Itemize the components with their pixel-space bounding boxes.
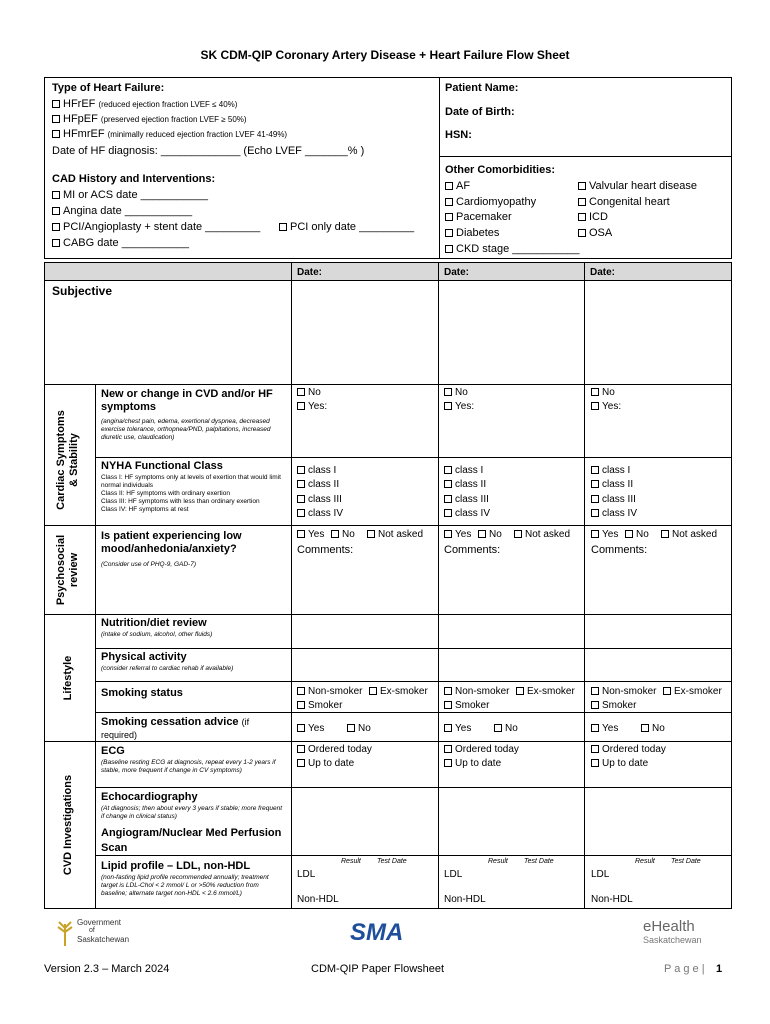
mood-comments-label: Comments: [444, 544, 501, 556]
section-cardiac: Cardiac Symptoms & Stability [55, 410, 80, 510]
mood-comments-label: Comments: [591, 544, 648, 556]
option-class-4-col2[interactable] [444, 508, 490, 519]
lipid-ldl-label: LDL [591, 869, 610, 880]
option-class-1-label: class I [308, 465, 337, 476]
cessation-no-label: No [358, 723, 371, 734]
checkbox-icon[interactable] [591, 466, 599, 474]
ecg-ordered-label: Ordered today [308, 744, 372, 755]
checkbox-icon[interactable] [347, 724, 355, 732]
checkbox-icon[interactable] [52, 191, 60, 199]
option-class-2-label: class II [455, 479, 487, 490]
ecg-up-to-date-label: Up to date [455, 758, 502, 769]
wheat-icon [55, 918, 75, 948]
row-nyha-note: Class I: HF symptoms only at levels of exertion that would limit normal individuals Class II: HF symptoms with ordinary exertion Class III: HF symptoms with less than ordinary exertion Class IV: HF symptoms at rest [101, 474, 281, 513]
checkbox-icon[interactable] [52, 130, 60, 138]
option-class-3-col3[interactable] [591, 494, 636, 505]
option-class-1-col2[interactable] [444, 465, 483, 476]
smoking-smoker-col3[interactable] [591, 700, 636, 711]
hsn[interactable]: HSN: [445, 129, 472, 141]
row-cessation: Smoking cessation advice (if required) [101, 716, 250, 740]
mood-yes-label: Yes [308, 529, 325, 540]
checkbox-icon[interactable] [297, 759, 305, 767]
comorb-congenital[interactable]: Congenital heart [578, 196, 670, 209]
smoking-ex-smoker-label: Ex-smoker [674, 686, 722, 697]
angina-option[interactable]: Angina date ___________ [52, 205, 192, 218]
checkbox-icon[interactable] [297, 724, 305, 732]
checkbox-icon[interactable] [578, 198, 586, 206]
checkbox-icon[interactable] [591, 480, 599, 488]
lipid-test-date-label-col3 [671, 858, 701, 865]
option-yes-label: Yes: [455, 401, 475, 412]
row-mood-note: (Consider use of PHQ-9, GAD-7) [101, 561, 197, 568]
option-class-3-col2[interactable] [444, 494, 489, 505]
mood-not-asked-label: Not asked [378, 529, 424, 540]
lipid-test-date-label-col2 [524, 858, 554, 865]
checkbox-icon[interactable] [297, 509, 305, 517]
option-class-3-col1[interactable] [297, 494, 342, 505]
option-class-4-label: class IV [602, 508, 638, 519]
checkbox-icon[interactable] [591, 509, 599, 517]
mood-comments-col2 [444, 544, 500, 556]
smoking-ex-smoker-col2[interactable] [516, 686, 575, 697]
cessation-yes-label: Yes [602, 723, 619, 734]
mood-comments-col3 [591, 544, 647, 556]
checkbox-icon[interactable] [297, 687, 305, 695]
mi-option[interactable]: MI or ACS date ___________ [52, 189, 208, 202]
mood-comments-col1 [297, 544, 353, 556]
lipid-ldl-col3 [591, 869, 609, 880]
lipid-ldl-col2 [444, 869, 462, 880]
checkbox-icon[interactable] [445, 182, 453, 190]
ecg-up-to-date-label: Up to date [308, 758, 355, 769]
checkbox-icon[interactable] [591, 402, 599, 410]
checkbox-icon[interactable] [297, 388, 305, 396]
mood-yes-col1[interactable] [297, 529, 324, 540]
lipid-result-label-col3 [635, 858, 655, 865]
checkbox-icon[interactable] [578, 182, 586, 190]
date-header-2[interactable]: Date: [444, 267, 470, 278]
comorb-icd[interactable]: ICD [578, 211, 608, 224]
ecg-ordered-col3[interactable] [591, 744, 666, 755]
smoking-smoker-label: Smoker [602, 700, 637, 711]
checkbox-icon[interactable] [494, 724, 502, 732]
option-no-label: No [455, 387, 468, 398]
smoking-ex-smoker-label: Ex-smoker [380, 686, 428, 697]
option-no-col1[interactable] [297, 387, 321, 398]
checkbox-icon[interactable] [591, 745, 599, 753]
mood-not-asked-col3[interactable] [661, 529, 717, 540]
lipid-result-label-col2 [488, 858, 508, 865]
hf-heading: Type of Heart Failure: [52, 82, 165, 94]
checkbox-icon[interactable] [444, 480, 452, 488]
cessation-yes-label: Yes [308, 723, 325, 734]
checkbox-icon[interactable] [367, 530, 375, 538]
checkbox-icon[interactable] [625, 530, 633, 538]
mood-not-asked-col2[interactable] [514, 529, 570, 540]
smoking-smoker-col1[interactable] [297, 700, 342, 711]
comorb-ckd[interactable]: CKD stage ___________ [445, 243, 580, 256]
smoking-smoker-label: Smoker [308, 700, 343, 711]
checkbox-icon[interactable] [444, 701, 452, 709]
mood-no-col1[interactable] [331, 529, 355, 540]
checkbox-icon[interactable] [444, 687, 452, 695]
mood-no-label: No [636, 529, 649, 540]
lipid-result-label-col1 [341, 858, 361, 865]
smoking-smoker-label: Smoker [455, 700, 490, 711]
option-class-2-col2[interactable] [444, 479, 486, 490]
mood-yes-col3[interactable] [591, 529, 618, 540]
hf-diagnosis-date[interactable]: Date of HF diagnosis: _____________ (Echo LVEF _______% ) [52, 145, 365, 157]
option-class-1-label: class I [455, 465, 484, 476]
ecg-up-to-date-col1[interactable] [297, 758, 354, 769]
checkbox-icon[interactable] [444, 388, 452, 396]
checkbox-icon[interactable] [591, 759, 599, 767]
row-nutrition: Nutrition/diet review [101, 617, 207, 629]
comorbidities-heading: Other Comorbidities: [445, 164, 556, 176]
footer-page-label: P a g e | [664, 963, 705, 975]
option-class-1-label: class I [602, 465, 631, 476]
checkbox-icon[interactable] [444, 530, 452, 538]
checkbox-icon[interactable] [444, 759, 452, 767]
comorb-osa[interactable]: OSA [578, 227, 612, 240]
lipid-result-label-label: Result [488, 858, 508, 865]
checkbox-icon[interactable] [369, 687, 377, 695]
cessation-no-label: No [505, 723, 518, 734]
mood-no-label: No [342, 529, 355, 540]
row-ecg-note: (Baseline resting ECG at diagnosis, repeat every 1-2 years if stable, more frequent if change in CV symptoms) [101, 759, 276, 774]
sma-logo: SMA [350, 919, 404, 946]
comorb-af[interactable]: AF [445, 180, 470, 193]
mood-no-col3[interactable] [625, 529, 649, 540]
checkbox-icon[interactable] [297, 530, 305, 538]
mood-no-label: No [489, 529, 502, 540]
option-no-col3[interactable] [591, 387, 615, 398]
checkbox-icon[interactable] [297, 495, 305, 503]
comorb-diabetes[interactable]: Diabetes [445, 227, 499, 240]
checkbox-icon[interactable] [591, 687, 599, 695]
mood-yes-col2[interactable] [444, 529, 471, 540]
option-no-col2[interactable] [444, 387, 468, 398]
checkbox-icon[interactable] [52, 115, 60, 123]
row-nutrition-note: (intake of sodium, alcohol, other fluids) [101, 631, 213, 638]
option-class-4-label: class IV [308, 508, 344, 519]
mood-comments-label: Comments: [297, 544, 354, 556]
option-no-label: No [308, 387, 321, 398]
date-header-3[interactable]: Date: [590, 267, 616, 278]
subjective-label: Subjective [52, 284, 113, 298]
ecg-up-to-date-col2[interactable] [444, 758, 501, 769]
option-class-2-label: class II [308, 479, 340, 490]
checkbox-icon[interactable] [52, 100, 60, 108]
checkbox-icon[interactable] [297, 402, 305, 410]
hfmref-option[interactable]: HFmrEF (minimally reduced ejection fraction LVEF 41-49%) [52, 128, 287, 141]
cessation-no-col1[interactable] [347, 723, 371, 734]
option-class-2-label: class II [602, 479, 634, 490]
row-smoking: Smoking status [101, 687, 183, 699]
row-activity: Physical activity [101, 651, 187, 663]
smoking-non-smoker-col1[interactable] [297, 686, 362, 697]
checkbox-icon[interactable] [445, 245, 453, 253]
smoking-non-smoker-label: Non-smoker [308, 686, 363, 697]
lipid-test-date-label-label: Test Date [377, 858, 407, 865]
checkbox-icon[interactable] [52, 239, 60, 247]
row-mood: Is patient experiencing low mood/anhedonia/anxiety? [101, 530, 242, 555]
pci-stent-option[interactable]: PCI/Angioplasty + stent date _________ [52, 221, 260, 234]
checkbox-icon[interactable] [641, 724, 649, 732]
checkbox-icon[interactable] [578, 229, 586, 237]
checkbox-icon[interactable] [445, 213, 453, 221]
patient-name[interactable]: Patient Name: [445, 82, 519, 94]
option-class-3-label: class III [308, 494, 342, 505]
lipid-non-hdl-col3 [591, 894, 633, 905]
checkbox-icon[interactable] [514, 530, 522, 538]
date-of-birth[interactable]: Date of Birth: [445, 106, 515, 118]
smoking-non-smoker-col2[interactable] [444, 686, 509, 697]
lipid-ldl-label: LDL [297, 869, 316, 880]
option-yes-label: Yes: [602, 401, 622, 412]
row-echo: Echocardiography [101, 791, 198, 803]
date-header-1[interactable]: Date: [297, 267, 323, 278]
ecg-up-to-date-col3[interactable] [591, 758, 648, 769]
checkbox-icon[interactable] [445, 229, 453, 237]
checkbox-icon[interactable] [591, 724, 599, 732]
cessation-yes-col3[interactable] [591, 723, 618, 734]
checkbox-icon[interactable] [444, 495, 452, 503]
checkbox-icon[interactable] [591, 701, 599, 709]
mood-not-asked-col1[interactable] [367, 529, 423, 540]
checkbox-icon[interactable] [52, 207, 60, 215]
checkbox-icon[interactable] [578, 213, 586, 221]
option-yes-col1[interactable] [297, 401, 327, 412]
cad-heading: CAD History and Interventions: [52, 173, 216, 185]
checkbox-icon[interactable] [297, 480, 305, 488]
checkbox-icon[interactable] [297, 745, 305, 753]
section-psychosocial: Psychosocial review [55, 534, 80, 606]
option-class-2-col3[interactable] [591, 479, 633, 490]
mood-no-col2[interactable] [478, 529, 502, 540]
cessation-no-col2[interactable] [494, 723, 518, 734]
lipid-ldl-label: LDL [444, 869, 463, 880]
option-class-4-label: class IV [455, 508, 491, 519]
row-ecg: ECG [101, 745, 125, 757]
mood-not-asked-label: Not asked [672, 529, 718, 540]
comorb-pacemaker[interactable]: Pacemaker [445, 211, 512, 224]
ecg-ordered-label: Ordered today [455, 744, 519, 755]
cabg-option[interactable]: CABG date ___________ [52, 237, 189, 250]
row-cvd-symptoms: New or change in CVD and/or HF symptoms [101, 388, 273, 413]
cessation-yes-label: Yes [455, 723, 472, 734]
row-lipid: Lipid profile – LDL, non-HDL [101, 860, 251, 872]
smoking-ex-smoker-label: Ex-smoker [527, 686, 575, 697]
lipid-test-date-label-label: Test Date [524, 858, 554, 865]
comorb-cardiomyopathy[interactable]: Cardiomyopathy [445, 196, 536, 209]
checkbox-icon[interactable] [591, 388, 599, 396]
checkbox-icon[interactable] [297, 701, 305, 709]
cessation-yes-col1[interactable] [297, 723, 324, 734]
section-lifestyle: Lifestyle [62, 655, 74, 701]
checkbox-icon[interactable] [331, 530, 339, 538]
option-class-4-col1[interactable] [297, 508, 343, 519]
checkbox-icon[interactable] [444, 724, 452, 732]
mood-yes-label: Yes [602, 529, 619, 540]
page-title: SK CDM-QIP Coronary Artery Disease + Heart Failure Flow Sheet [200, 48, 570, 62]
checkbox-icon[interactable] [478, 530, 486, 538]
section-cvd: CVD Investigations [62, 774, 74, 876]
ecg-ordered-col1[interactable] [297, 744, 372, 755]
checkbox-icon[interactable] [663, 687, 671, 695]
row-angio: Angiogram/Nuclear Med Perfusion Scan [101, 827, 282, 854]
lipid-result-label-label: Result [635, 858, 655, 865]
smoking-ex-smoker-col1[interactable] [369, 686, 428, 697]
option-yes-col2[interactable] [444, 401, 474, 412]
smoking-ex-smoker-col3[interactable] [663, 686, 722, 697]
option-yes-col3[interactable] [591, 401, 621, 412]
lipid-non-hdl-label: Non-HDL [444, 894, 486, 905]
lipid-ldl-col1 [297, 869, 315, 880]
lipid-test-date-label-label: Test Date [671, 858, 701, 865]
checkbox-icon[interactable] [661, 530, 669, 538]
checkbox-icon[interactable] [444, 745, 452, 753]
lipid-non-hdl-col1 [297, 894, 339, 905]
footer-version: Version 2.3 – March 2024 [44, 963, 170, 975]
option-no-label: No [602, 387, 615, 398]
option-class-3-label: class III [455, 494, 489, 505]
lipid-non-hdl-label: Non-HDL [591, 894, 633, 905]
checkbox-icon[interactable] [444, 402, 452, 410]
checkbox-icon[interactable] [297, 466, 305, 474]
smoking-smoker-col2[interactable] [444, 700, 489, 711]
lipid-result-label-label: Result [341, 858, 361, 865]
mood-yes-label: Yes [455, 529, 472, 540]
mood-not-asked-label: Not asked [525, 529, 571, 540]
cessation-no-label: No [652, 723, 665, 734]
row-lipid-note: (non-fasting lipid profile recommended annually; treatment target is LDL-Chol < 2 mmol/ L or >50% reduction from baseline; alternate target non-HDL < 2.6 mmol/L) [101, 874, 269, 897]
ecg-ordered-label: Ordered today [602, 744, 666, 755]
lipid-test-date-label-col1 [377, 858, 407, 865]
checkbox-icon[interactable] [591, 530, 599, 538]
checkbox-icon[interactable] [516, 687, 524, 695]
ecg-ordered-col2[interactable] [444, 744, 519, 755]
ehealth-logo: eHealth Saskatchewan [643, 918, 702, 945]
comorb-valvular[interactable]: Valvular heart disease [578, 180, 697, 193]
cessation-no-col3[interactable] [641, 723, 665, 734]
checkbox-icon[interactable] [444, 466, 452, 474]
smoking-non-smoker-col3[interactable] [591, 686, 656, 697]
hfref-option[interactable]: HFrEF (reduced ejection fraction LVEF ≤ 40%) [52, 98, 237, 111]
checkbox-icon[interactable] [444, 509, 452, 517]
cessation-yes-col2[interactable] [444, 723, 471, 734]
gov-sask-logo: Government of Saskatchewan [55, 916, 145, 956]
smoking-non-smoker-label: Non-smoker [455, 686, 510, 697]
footer-page-number: 1 [716, 963, 723, 975]
row-nyha: NYHA Functional Class [101, 460, 223, 472]
option-class-1-col3[interactable] [591, 465, 630, 476]
lipid-non-hdl-label: Non-HDL [297, 894, 339, 905]
option-class-2-col1[interactable] [297, 479, 339, 490]
checkbox-icon[interactable] [279, 223, 287, 231]
option-class-3-label: class III [602, 494, 636, 505]
pci-only-option[interactable]: PCI only date _________ [279, 221, 414, 234]
checkbox-icon[interactable] [445, 198, 453, 206]
option-class-1-col1[interactable] [297, 465, 336, 476]
checkbox-icon[interactable] [591, 495, 599, 503]
footer-center: CDM-QIP Paper Flowsheet [311, 963, 445, 975]
checkbox-icon[interactable] [52, 223, 60, 231]
option-yes-label: Yes: [308, 401, 328, 412]
hfpef-option[interactable]: HFpEF (preserved ejection fraction LVEF ≥ 50%) [52, 113, 247, 126]
lipid-non-hdl-col2 [444, 894, 486, 905]
row-activity-note: (consider referral to cardiac rehab if available) [101, 665, 234, 672]
smoking-non-smoker-label: Non-smoker [602, 686, 657, 697]
row-echo-note: (At diagnosis; then about every 3 years if stable; more frequent if change in clinical status) [101, 805, 283, 820]
ecg-up-to-date-label: Up to date [602, 758, 649, 769]
option-class-4-col3[interactable] [591, 508, 637, 519]
row-cvd-symptoms-note: (angina/chest pain, edema, exertional dyspnea, decreased exercise tolerance, orthopnea/PND, palpitations, increased diuretic use, claudication) [101, 418, 271, 441]
